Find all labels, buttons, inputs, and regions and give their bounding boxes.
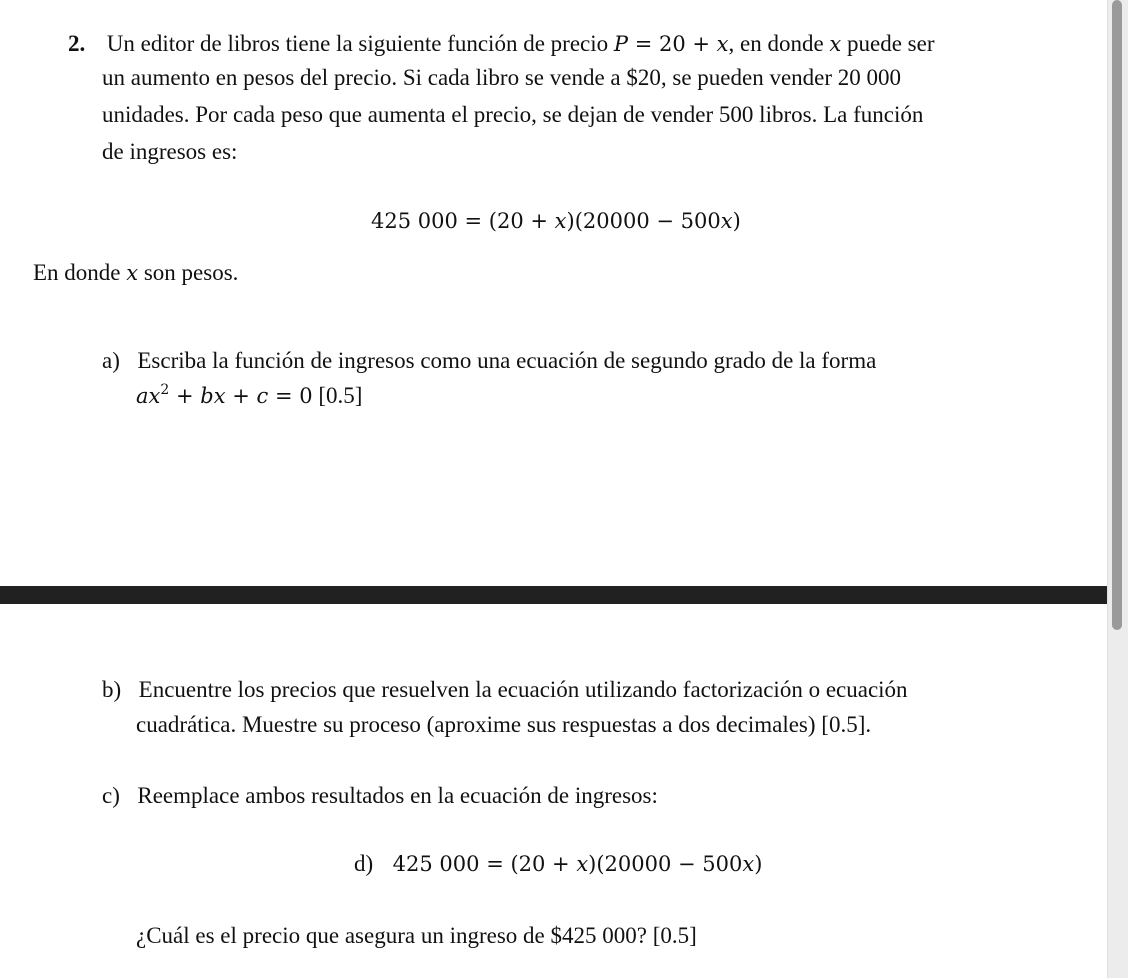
part-c-line bbox=[102, 780, 658, 812]
part-b-label: b) bbox=[102, 677, 122, 702]
document-page-bottom bbox=[0, 604, 1108, 978]
part-c-label: c) bbox=[102, 783, 120, 808]
part-c-text: Reemplace ambos resultados en la ecuación de ingresos: bbox=[137, 783, 658, 808]
part-b-text: Encuentre los precios que resuelven la ecuación utilizando factorización o ecuación bbox=[138, 677, 908, 702]
price-var-x: x bbox=[716, 32, 729, 56]
part-a-formula: $ax^2$ + bx + c = 0 [0.5] bbox=[136, 382, 363, 408]
vertical-scrollbar[interactable] bbox=[1107, 0, 1128, 978]
part-d-equation: 425 000 = (20 + x)(20000 − 500x) bbox=[392, 852, 763, 876]
part-a-label: a) bbox=[102, 348, 120, 373]
problem-number: 2. bbox=[68, 31, 86, 56]
problem-line-3: unidades. Por cada peso que aumenta el precio, se dejan de vender 500 libros. La función bbox=[102, 102, 924, 127]
page-separator bbox=[0, 586, 1128, 604]
problem-line-2: un aumento en pesos del precio. Si cada libro se vende a $20, se pueden vender 20 000 bbox=[102, 65, 902, 90]
where-line: En donde x son pesos. bbox=[33, 260, 239, 285]
intro-text: Un editor de libros tiene la siguiente función de precio bbox=[106, 31, 614, 56]
problem-line-1 bbox=[68, 28, 935, 60]
problem-line-4: de ingresos es: bbox=[102, 139, 238, 164]
part-d-label: d) bbox=[354, 851, 374, 876]
part-d-line bbox=[354, 848, 762, 880]
part-a-line-1 bbox=[102, 345, 876, 377]
var-x: x bbox=[829, 32, 842, 56]
price-var-p: P bbox=[613, 32, 629, 56]
part-b-line-1 bbox=[102, 674, 908, 706]
revenue-equation: 425 000 = (20 + x)(20000 − 500x) bbox=[371, 209, 741, 233]
scrollbar-thumb[interactable] bbox=[1112, 0, 1122, 630]
part-b-line-2: cuadrática. Muestre su proceso (aproxime sus respuestas a dos decimales) [0.5]. bbox=[136, 712, 872, 737]
price-equation: = 20 + bbox=[628, 32, 717, 56]
intro-text: , en donde bbox=[728, 31, 830, 56]
final-question: ¿Cuál es el precio que asegura un ingreso de $425 000? [0.5] bbox=[136, 923, 697, 948]
intro-text: puede ser bbox=[841, 31, 935, 56]
part-a-text: Escriba la función de ingresos como una ecuación de segundo grado de la forma bbox=[137, 348, 877, 373]
